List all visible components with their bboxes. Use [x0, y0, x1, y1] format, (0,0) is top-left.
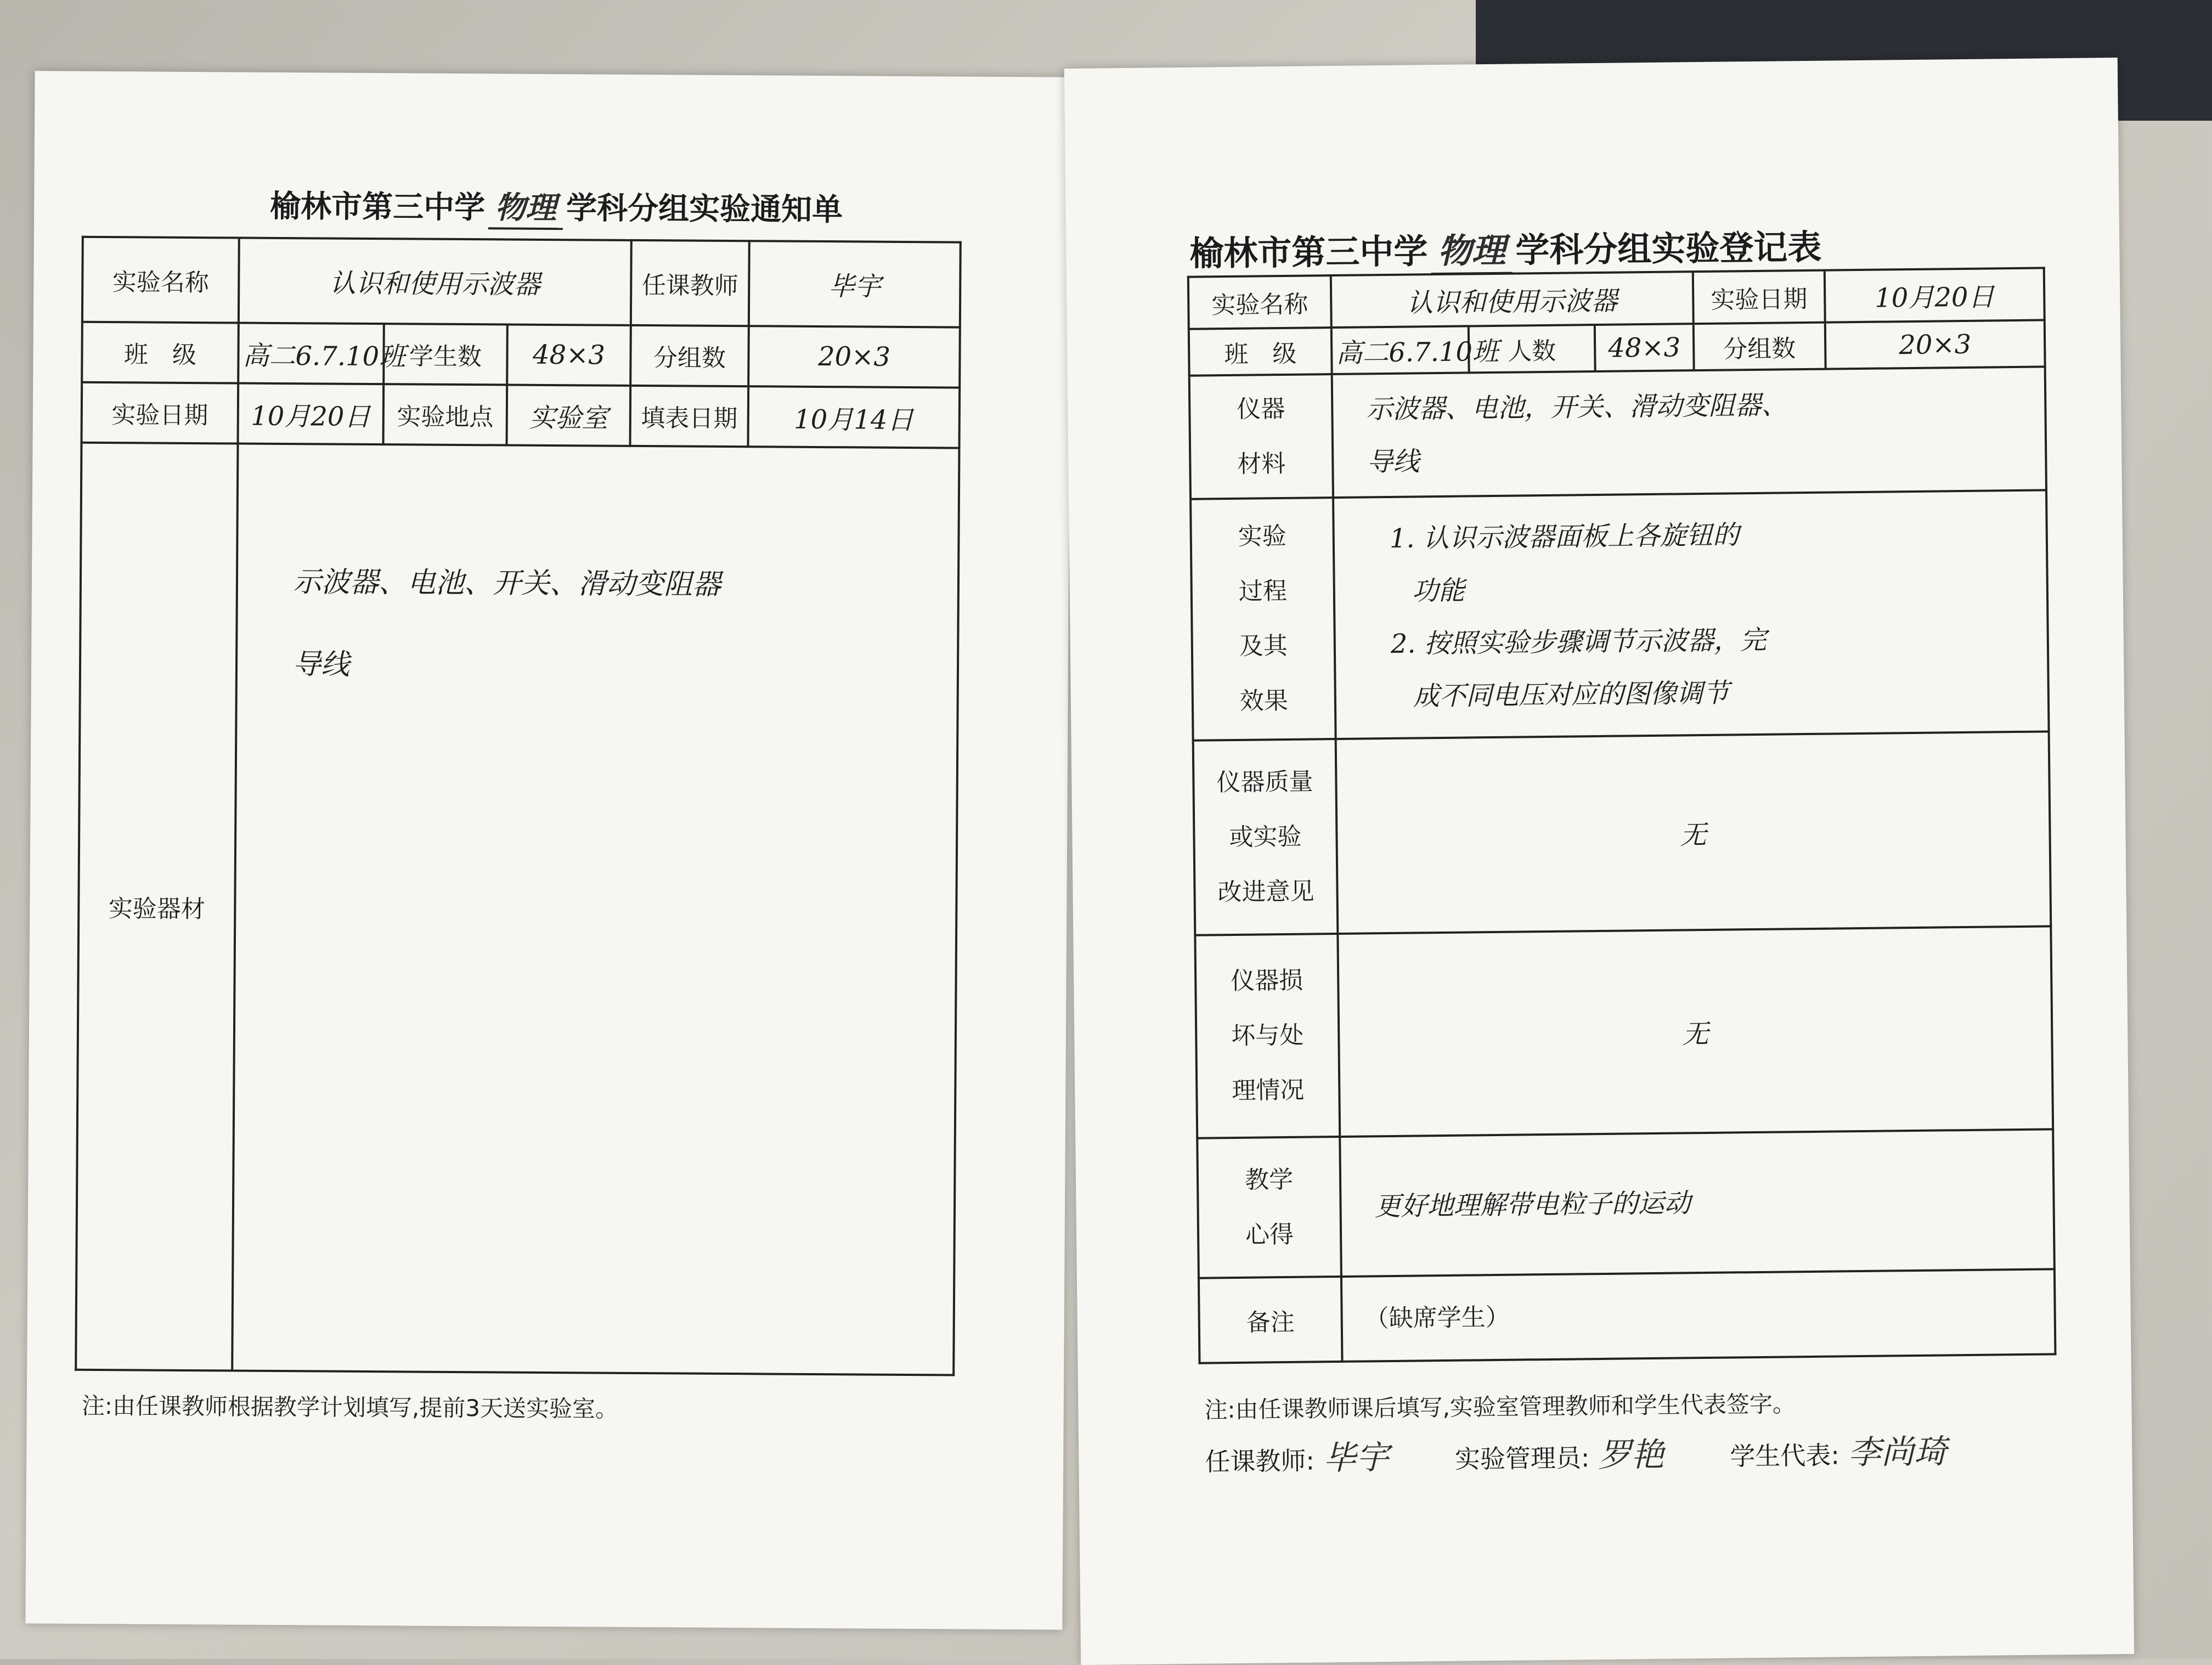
register-title-suffix: 学科分组实验登记表 [1515, 227, 1822, 270]
value-groups: 20×3 [748, 326, 960, 387]
label-experiment-date: 实验日期 [82, 382, 239, 444]
reg-label-damage-3: 理情况 [1232, 1076, 1305, 1105]
reg-label-instruments-1: 仪器 [1237, 394, 1285, 424]
value-students: 48×3 [507, 325, 631, 386]
reg-value-people: 48×3 [1595, 324, 1694, 371]
reg-label-process-2: 过程 [1238, 577, 1288, 606]
value-experiment-name: 认识和使用示波器 [239, 238, 631, 325]
reg-label-experiment-name: 实验名称 [1188, 275, 1331, 329]
sig-student: 李尚琦 [1848, 1432, 1948, 1472]
sig-student-label: 学生代表: [1730, 1440, 1840, 1471]
register-table [1187, 267, 2057, 1364]
value-fill-date: 10月14日 [748, 386, 960, 448]
reg-instruments-line-1: 示波器、电池，开关、滑动变阻器、 [1366, 389, 1788, 425]
reg-label-process-4: 效果 [1239, 686, 1289, 715]
signature-row [1205, 1425, 2013, 1480]
register-subject: 物理 [1431, 223, 1513, 275]
value-equipment [232, 444, 959, 1375]
reg-label-damage-2: 坏与处 [1231, 1021, 1304, 1051]
reg-label-quality-1: 仪器质量 [1216, 767, 1313, 797]
value-location: 实验室 [507, 385, 631, 446]
label-groups: 分组数 [630, 325, 749, 386]
reg-label-damage-1: 仪器损 [1230, 966, 1304, 996]
reg-label-process-1: 实验 [1238, 522, 1287, 551]
reg-label-reflection-2: 心得 [1245, 1220, 1294, 1249]
label-teacher: 任课教师 [631, 240, 749, 326]
reg-label-reflection-1: 教学 [1244, 1165, 1294, 1194]
sig-admin: 罗艳 [1598, 1435, 1664, 1475]
register-sheet [1064, 58, 2134, 1665]
equipment-line-1: 示波器、电池、开关、滑动变阻器 [292, 566, 721, 601]
reg-instruments-line-2: 导线 [1367, 445, 1420, 477]
reg-label-remark: 备注 [1199, 1277, 1342, 1363]
sig-admin-label: 实验管理员: [1454, 1443, 1590, 1474]
equipment-line-2: 导线 [292, 648, 350, 681]
value-teacher: 毕宇 [749, 241, 961, 327]
reg-label-process [1190, 498, 1336, 741]
reg-label-class: 班 级 [1189, 328, 1332, 376]
reg-value-experiment-date: 10月20日 [1825, 268, 2045, 322]
sig-teacher-label: 任课教师: [1205, 1446, 1315, 1477]
reg-process-line-2: 功能 [1412, 575, 1465, 607]
reg-value-quality: 无 [1336, 731, 2051, 934]
reg-process-line-3: 2. 按照实验步骤调节示波器，完 [1390, 624, 1767, 659]
reg-label-experiment-date: 实验日期 [1693, 270, 1825, 324]
notice-subject: 物理 [488, 183, 563, 230]
notice-sheet [25, 71, 1071, 1629]
value-experiment-date: 10月20日 [238, 383, 384, 445]
label-experiment-name: 实验名称 [82, 237, 239, 323]
label-fill-date: 填表日期 [630, 386, 749, 447]
reg-label-quality-3: 改进意见 [1217, 877, 1314, 906]
reg-label-instruments-2: 材料 [1237, 449, 1286, 478]
label-location: 实验地点 [383, 384, 507, 445]
reg-value-experiment-name: 认识和使用示波器 [1331, 272, 1694, 328]
notice-table [75, 236, 962, 1376]
register-footnote: 注:由任课教师课后填写,实验室管理教师和学生代表签字。 [1204, 1390, 1796, 1424]
notice-footnote: 注:由任课教师根据教学计划填写,提前3天送实验室。 [81, 1392, 619, 1423]
notice-title-suffix: 学科分组实验通知单 [566, 190, 843, 228]
register-title-prefix: 榆林市第三中学 [1189, 231, 1428, 274]
reg-value-groups: 20×3 [1825, 320, 2045, 369]
reg-value-damage: 无 [1338, 926, 2053, 1137]
reg-value-instruments [1332, 366, 2046, 498]
reg-label-groups: 分组数 [1694, 323, 1826, 371]
sig-teacher: 毕宇 [1323, 1438, 1390, 1478]
reg-value-reflection: 更好地理解带电粒子的运动 [1340, 1129, 2055, 1277]
reg-label-damage [1195, 934, 1340, 1138]
reg-label-quality-2: 或实验 [1229, 822, 1302, 851]
reg-value-remark: （缺席学生） [1341, 1269, 2056, 1362]
reg-label-people: 人数 [1469, 325, 1595, 372]
label-equipment: 实验器材 [76, 443, 238, 1371]
notice-title-prefix: 榆林市第三中学 [269, 188, 486, 226]
value-class: 高二6.7.10班 [238, 323, 384, 385]
reg-process-line-1: 1. 认识示波器面板上各旋钮的 [1389, 520, 1740, 554]
reg-process-line-4: 成不同电压对应的图像调节 [1413, 678, 1730, 712]
reg-label-instruments [1189, 374, 1333, 499]
register-title [1189, 220, 1822, 278]
reg-value-class: 高二6.7.10班 [1331, 326, 1469, 374]
label-class: 班 级 [82, 322, 239, 383]
label-students: 学生数 [383, 324, 507, 385]
reg-label-process-3: 及其 [1239, 631, 1288, 661]
reg-value-process [1333, 490, 2049, 739]
notice-title [270, 182, 843, 232]
reg-label-quality [1193, 739, 1338, 935]
reg-label-reflection [1197, 1137, 1341, 1278]
